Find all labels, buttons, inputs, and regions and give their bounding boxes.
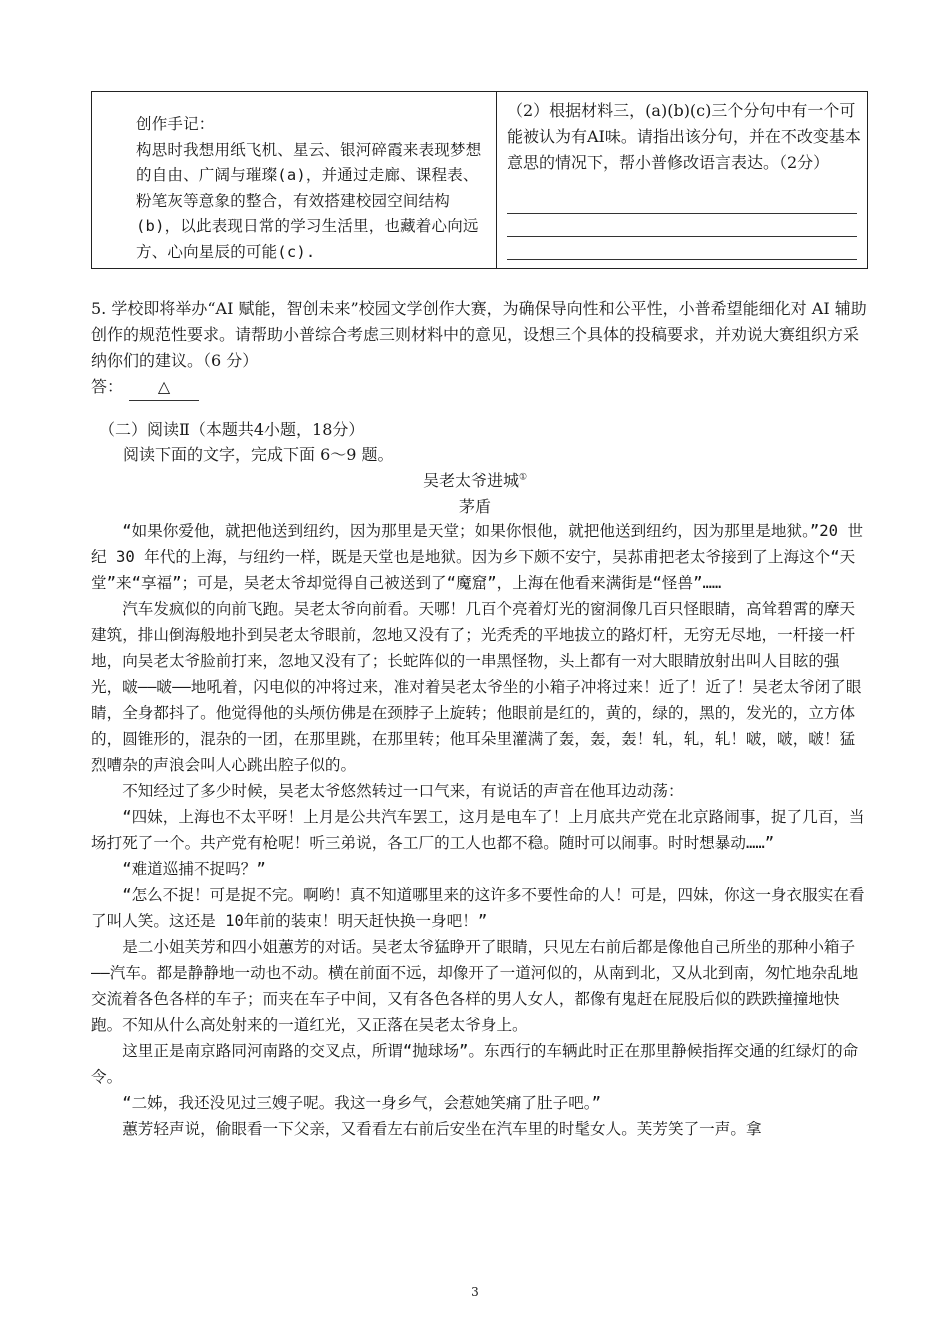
- paragraph: 蕙芳轻声说，偷眼看一下父亲，又看看左右前后安坐在汽车里的时髦女人。芙芳笑了一声。拿: [122, 1120, 762, 1138]
- answer-label: 答：: [91, 377, 124, 396]
- article-author: 茅盾: [458, 497, 491, 516]
- section-instruction: 阅读下面的文字，完成下面 6～9 题。: [123, 445, 394, 464]
- material-table: [91, 91, 868, 269]
- answer-line-2[interactable]: [507, 236, 857, 237]
- article-title: [0, 468, 950, 491]
- paragraph: 这里正是南京路同河南路的交叉点，所谓“抛球场”。东西行的车辆此时正在那里静候指挥交通的红绿灯的命令。: [91, 1042, 859, 1086]
- question-cell: [497, 92, 867, 268]
- page-number: 3: [471, 1285, 479, 1299]
- paragraph: “怎么不捉！可是捉不完。啊哟！真不知道哪里来的这许多不要性命的人！可是，四妹，你这一身衣服实在看了叫人笑。这还是 10年前的装束！明天赶快换一身吧！”: [91, 886, 865, 930]
- answer-line-1[interactable]: [507, 213, 857, 214]
- section-heading: （二）阅读Ⅱ（本题共4小题，18分）: [99, 420, 365, 439]
- answer-blank[interactable]: △: [129, 374, 199, 401]
- question-2-text: （2）根据材料三，(a)(b)(c)三个分句中有一个可能被认为有AI味。请指出该分句，并在不改变基本意思的情况下，帮小普修改语言表达。（2分）: [507, 101, 861, 172]
- paragraph: “如果你爱他，就把他送到纽约，因为那里是天堂；如果你恨他，就把他送到纽约，因为那里是地狱。”20 世纪 30 年代的上海，与纽约一样，既是天堂也是地狱。因为乡下颇不安宁，吴荪甫把老太爷接到了上海这个“天堂”来“享福”；可是，吴老太爷却觉得自己被送到了“魔窟”，上海在他看来满街是“怪兽”……: [91, 522, 864, 592]
- paragraph: “难道巡捕不捉吗？”: [122, 860, 266, 878]
- question-5: [91, 296, 869, 401]
- answer-row: [91, 374, 869, 401]
- paragraph: 不知经过了多少时候，吴老太爷悠然转过一口气来，有说话的声音在他耳边动荡：: [122, 782, 684, 800]
- notes-cell: [92, 92, 497, 268]
- paragraph: 是二小姐芙芳和四小姐蕙芳的对话。吴老太爷猛睁开了眼睛，只见左右前后都是像他自己所坐的那种小箱子——汽车。都是静静地一动也不动。横在前面不远，却像开了一道河似的，从南到北，又从北到南，匆忙地杂乱地交流着各色各样的车子；而夹在车子中间，又有各色各样的男人女人，都像有鬼赶在屁股后似的跌跌撞撞地快跑。不知从什么高处射来的一道红光，又正落在吴老太爷身上。: [91, 938, 859, 1034]
- notes-body: 构思时我想用纸飞机、星云、银河碎霞来表现梦想的自由、广阔与璀璨(a)，并通过走廊、课程表、粉笔灰等意象的整合，有效搭建校园空间结构(b)，以此表现日常的学习生活里，也藏着心向远方、心向星辰的可能(c).: [136, 140, 482, 261]
- title-footnote-mark: ①: [518, 472, 528, 483]
- notes-title: 创作手记：: [136, 115, 215, 133]
- article-body: [91, 518, 869, 1142]
- paragraph: 汽车发疯似的向前飞跑。吴老太爷向前看。天哪！几百个亮着灯光的窗洞像几百只怪眼睛，高耸碧霄的摩天建筑，排山倒海般地扑到吴老太爷眼前，忽地又没有了；光秃秃的平地拔立的路灯杆，无穷无尽地，一杆接一杆地，向吴老太爷脸前打来，忽地又没有了；长蛇阵似的一串黑怪物，头上都有一对大眼睛放射出叫人目眩的强光，啵——啵——地吼着，闪电似的冲将过来，准对着吴老太爷坐的小箱子冲将过来！近了！近了！吴老太爷闭了眼睛，全身都抖了。他觉得他的头颅仿佛是在颈脖子上旋转；他眼前是红的，黄的，绿的，黑的，发光的，立方体的，圆锥形的，混杂的一团，在那里跳，在那里转；他耳朵里灌满了轰，轰，轰！轧，轧，轧！啵，啵，啵！猛烈嘈杂的声浪会叫人心跳出腔子似的。: [91, 600, 862, 774]
- answer-line-3[interactable]: [507, 259, 857, 260]
- paragraph: “二姊，我还没见过三嫂子呢。我这一身乡气，会惹她笑痛了肚子吧。”: [122, 1094, 601, 1112]
- article-title-text: 吴老太爷进城: [422, 471, 519, 490]
- paragraph: “四妹，上海也不太平呀！上月是公共汽车罢工，这月是电车了！上月底共产党在北京路闹事，捉了几百，当场打死了一个。共产党有枪呢！听三弟说，各工厂的工人也都不稳。随时可以闹事。时时想暴动……”: [91, 808, 865, 852]
- creation-notes: [136, 112, 486, 265]
- question-5-text: 5. 学校即将举办“AI 赋能，智创未来”校园文学创作大赛，为确保导向性和公平性，小普希望能细化对 AI 辅助创作的规范性要求。请帮助小普综合考虑三则材料中的意见，设想三个具体的投稿要求，并劝说大赛组织方采纳你们的建议。（6 分）: [91, 299, 867, 370]
